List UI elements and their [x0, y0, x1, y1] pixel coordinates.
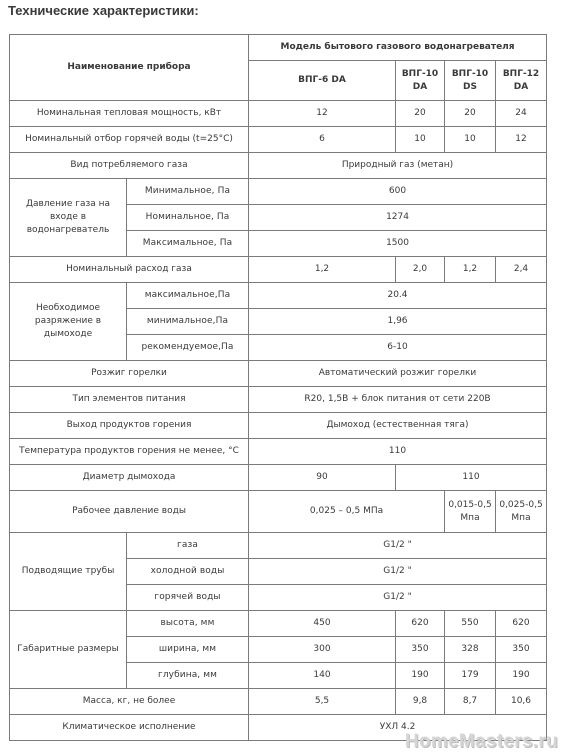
table-row — [10, 387, 547, 413]
cell-value: 2,4 — [496, 257, 547, 283]
row-label: Давление газа на входе в водонагреватель — [10, 179, 127, 257]
cell-value: 1,2 — [445, 257, 496, 283]
sub-label: минимальное,Па — [127, 309, 249, 335]
watermark-logo: HomeMasters.ru — [404, 731, 558, 752]
row-label: Необходимое разряжение в дымоходе — [10, 283, 127, 361]
cell-value: 550 — [445, 611, 496, 637]
row-label: Тип элементов питания — [10, 387, 249, 413]
table-row — [10, 491, 547, 533]
table-row — [10, 689, 547, 715]
cell-value: 0,025-0,5 Мпа — [496, 491, 547, 533]
device-name-header: Наименование прибора — [10, 35, 249, 101]
sub-label: Номинальное, Па — [127, 205, 249, 231]
sub-label: Минимальное, Па — [127, 179, 249, 205]
sub-label: холодной воды — [127, 559, 249, 585]
sub-label: высота, мм — [127, 611, 249, 637]
row-label: Выход продуктов горения — [10, 413, 249, 439]
cell-value: 190 — [396, 663, 445, 689]
row-label: Вид потребляемого газа — [10, 153, 249, 179]
cell-value: 6 — [249, 127, 396, 153]
page-title: Технические характеристики: — [8, 3, 199, 18]
model-header: ВПГ-12 DA — [496, 61, 547, 101]
spec-table — [9, 34, 547, 741]
cell-value: 190 — [496, 663, 547, 689]
table-row — [10, 153, 547, 179]
row-label: Температура продуктов горения не менее, °С — [10, 439, 249, 465]
cell-value: 1500 — [249, 231, 547, 257]
cell-value: 620 — [496, 611, 547, 637]
row-label: Масса, кг, не более — [10, 689, 249, 715]
model-header: ВПГ-10 DS — [445, 61, 496, 101]
row-label: Климатическое исполнение — [10, 715, 249, 741]
cell-value: 140 — [249, 663, 396, 689]
cell-value: G1/2 " — [249, 533, 547, 559]
sub-label: Максимальное, Па — [127, 231, 249, 257]
table-row — [10, 465, 547, 491]
cell-value: 1,2 — [249, 257, 396, 283]
cell-value: 1274 — [249, 205, 547, 231]
sub-label: горячей воды — [127, 585, 249, 611]
cell-value: 8,7 — [445, 689, 496, 715]
table-row — [10, 611, 547, 637]
row-label: Розжиг горелки — [10, 361, 249, 387]
cell-value: R20, 1,5В + блок питания от сети 220В — [249, 387, 547, 413]
table-row — [10, 283, 547, 309]
table-row — [10, 101, 547, 127]
cell-value: 6-10 — [249, 335, 547, 361]
cell-value: 20 — [445, 101, 496, 127]
table-row — [10, 179, 547, 205]
sub-label: газа — [127, 533, 249, 559]
cell-value: 0,015-0,5 Мпа — [445, 491, 496, 533]
cell-value: 328 — [445, 637, 496, 663]
cell-value: 20 — [396, 101, 445, 127]
row-label: Номинальная тепловая мощность, кВт — [10, 101, 249, 127]
cell-value: G1/2 " — [249, 585, 547, 611]
table-row — [10, 257, 547, 283]
table-row — [10, 439, 547, 465]
row-label: Подводящие трубы — [10, 533, 127, 611]
cell-value: 300 — [249, 637, 396, 663]
cell-value: Дымоход (естественная тяга) — [249, 413, 547, 439]
row-label: Номинальный расход газа — [10, 257, 249, 283]
row-label: Габаритные размеры — [10, 611, 127, 689]
cell-value: 110 — [396, 465, 547, 491]
table-row — [10, 361, 547, 387]
cell-value: 90 — [249, 465, 396, 491]
cell-value: 5,5 — [249, 689, 396, 715]
row-label: Номинальный отбор горячей воды (t=25°С) — [10, 127, 249, 153]
cell-value: 179 — [445, 663, 496, 689]
cell-value: 1,96 — [249, 309, 547, 335]
table-row — [10, 127, 547, 153]
cell-value: Автоматический розжиг горелки — [249, 361, 547, 387]
cell-value: 350 — [496, 637, 547, 663]
row-label: Рабочее давление воды — [10, 491, 249, 533]
cell-value: 2,0 — [396, 257, 445, 283]
cell-value: 10,6 — [496, 689, 547, 715]
table-header-row — [10, 35, 547, 61]
cell-value: 600 — [249, 179, 547, 205]
cell-value: 9,8 — [396, 689, 445, 715]
cell-value: 450 — [249, 611, 396, 637]
cell-value: 10 — [445, 127, 496, 153]
cell-value: 10 — [396, 127, 445, 153]
cell-value: 620 — [396, 611, 445, 637]
cell-value: 350 — [396, 637, 445, 663]
cell-value: 12 — [249, 101, 396, 127]
model-header: ВПГ-6 DA — [249, 61, 396, 101]
cell-value: 110 — [249, 439, 547, 465]
cell-value: G1/2 " — [249, 559, 547, 585]
cell-value: Природный газ (метан) — [249, 153, 547, 179]
cell-value: УХЛ 4.2 — [249, 715, 547, 741]
table-row — [10, 413, 547, 439]
sub-label: ширина, мм — [127, 637, 249, 663]
sub-label: рекомендуемое,Па — [127, 335, 249, 361]
sub-label: глубина, мм — [127, 663, 249, 689]
cell-value: 24 — [496, 101, 547, 127]
cell-value: 12 — [496, 127, 547, 153]
row-label: Диаметр дымохода — [10, 465, 249, 491]
sub-label: максимальное,Па — [127, 283, 249, 309]
table-row — [10, 533, 547, 559]
cell-value: 0,025 – 0,5 МПа — [249, 491, 445, 533]
model-header: ВПГ-10 DA — [396, 61, 445, 101]
model-group-header: Модель бытового газового водонагревателя — [249, 35, 547, 61]
cell-value: 20.4 — [249, 283, 547, 309]
